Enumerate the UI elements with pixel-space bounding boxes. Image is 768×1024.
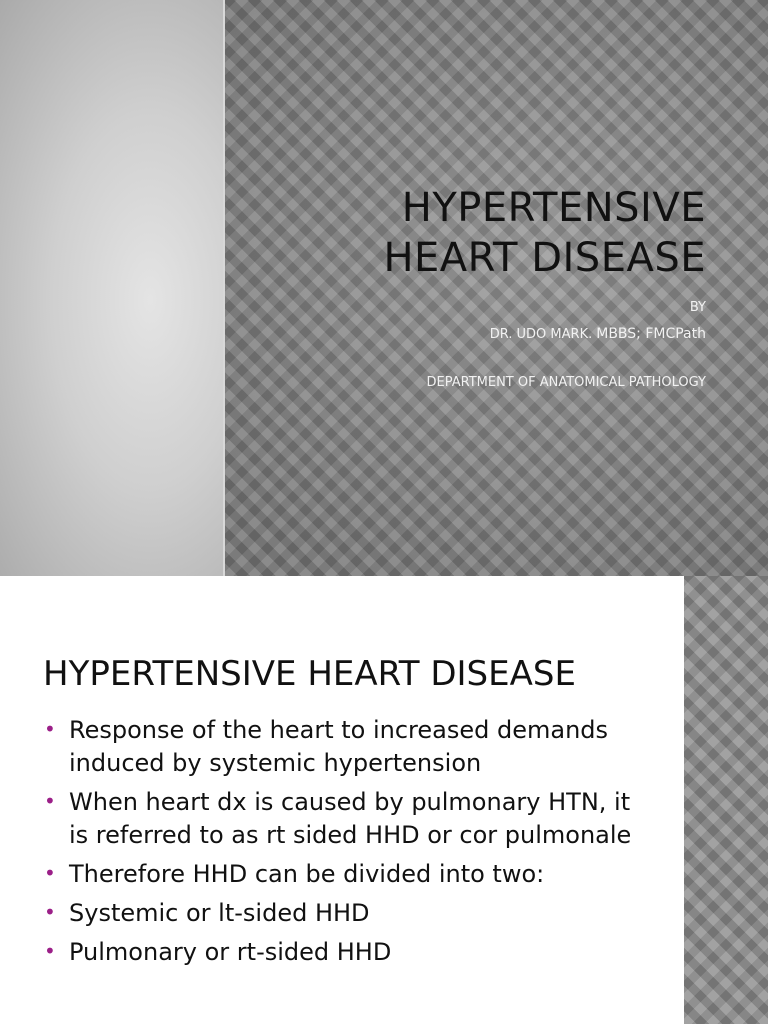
list-item-text: Pulmonary or rt-sided HHD xyxy=(69,938,392,966)
presentation-title-line-1: HYPERTENSIVE xyxy=(401,185,706,231)
byline-label: BY xyxy=(689,300,706,315)
bullet-icon: • xyxy=(44,900,56,924)
title-slide-left-panel xyxy=(0,0,223,576)
content-slide-patterned-strip xyxy=(684,576,768,1024)
bullet-list xyxy=(43,714,643,975)
list-item xyxy=(43,714,643,780)
title-slide-patterned-panel xyxy=(225,0,768,576)
list-item xyxy=(43,786,643,852)
presentation-title xyxy=(246,183,706,283)
bullet-icon: • xyxy=(44,789,56,813)
bullet-icon: • xyxy=(44,717,56,741)
bullet-icon: • xyxy=(44,939,56,963)
department-name: DEPARTMENT OF ANATOMICAL PATHOLOGY xyxy=(426,375,706,390)
list-item-text: When heart dx is caused by pulmonary HTN, it is referred to as rt sided HHD or cor pulmonale xyxy=(69,788,632,849)
author-line xyxy=(490,326,706,342)
content-slide xyxy=(0,576,768,1024)
list-item xyxy=(43,936,643,969)
content-slide-title: HYPERTENSIVE HEART DISEASE xyxy=(43,654,576,694)
list-item xyxy=(43,897,643,930)
presentation-title-line-2: HEART DISEASE xyxy=(383,235,706,281)
list-item-text: Therefore HHD can be divided into two: xyxy=(69,860,545,888)
list-item-text: Response of the heart to increased demands induced by systemic hypertension xyxy=(69,716,609,777)
bullet-icon: • xyxy=(44,861,56,885)
list-item-text: Systemic or lt-sided HHD xyxy=(69,899,370,927)
author-name: DR. UDO MARK. xyxy=(489,327,593,342)
list-item xyxy=(43,858,643,891)
author-credentials: MBBS; FMCPath xyxy=(596,326,706,342)
